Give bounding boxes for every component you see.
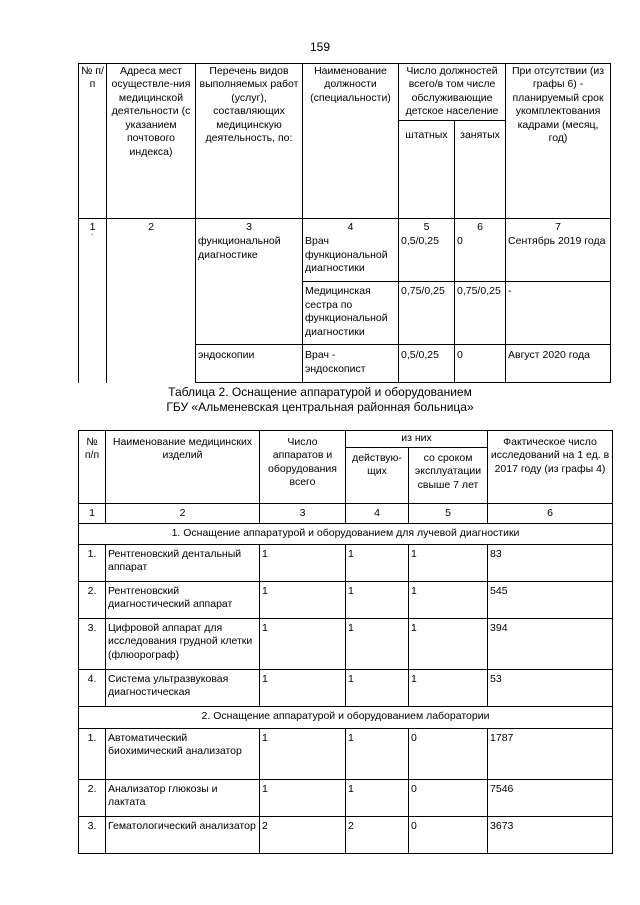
eq-name: Автоматический биохимический анализатор <box>106 729 260 780</box>
eq-active: 1 <box>346 729 409 780</box>
eq-num: 2. <box>79 582 106 619</box>
eq-active: 1 <box>346 582 409 619</box>
colnum-4: 4 <box>303 218 399 235</box>
eq-total: 1 <box>260 619 346 670</box>
staff-address-cell <box>107 235 196 383</box>
table2-caption <box>0 385 640 415</box>
caption-line-1: Таблица 2. Оснащение аппаратурой и оборудованием <box>168 385 472 399</box>
eq-colnum-2: 2 <box>106 504 260 524</box>
eq-num: 4. <box>79 670 106 707</box>
eq-old: 0 <box>409 817 488 854</box>
eq-header-name: Наименование медицинских изделий <box>106 431 260 504</box>
eq-active: 1 <box>346 619 409 670</box>
staff-staff-cell: 0,5/0,25 <box>399 345 455 383</box>
eq-total: 1 <box>260 582 346 619</box>
caption-line-2: ГБУ «Альменевская центральная районная больница» <box>166 400 474 414</box>
eq-header-active: действую-щих <box>346 448 409 504</box>
staff-planned-cell: - <box>506 282 611 345</box>
header-planned: При отсутствии (из графы 6) - планируемый срок укомплектования кадрами (месяц, год) <box>506 64 611 219</box>
eq-header-num: № п/п <box>79 431 106 504</box>
equipment-row <box>79 670 613 707</box>
staff-position-cell: Медицинская сестра по функциональной диагностики <box>303 282 399 345</box>
eq-header-studies: Фактическое число исследований на 1 ед. в 2017 году (из графы 4) <box>488 431 613 504</box>
eq-active: 1 <box>346 670 409 707</box>
colnum-3: 3 <box>196 218 303 235</box>
eq-name: Анализатор глюкозы и лактата <box>106 780 260 817</box>
header-address: Адреса мест осуществле-ния медицинской деятельности (с указанием почтового индекса) <box>107 64 196 219</box>
eq-total: 1 <box>260 670 346 707</box>
equipment-row <box>79 780 613 817</box>
eq-header-old: со сроком эксплуатации свыше 7 лет <box>409 448 488 504</box>
staff-staff-cell: 0,5/0,25 <box>399 235 455 282</box>
equipment-row <box>79 582 613 619</box>
staffing-table <box>78 63 611 383</box>
eq-old: 0 <box>409 729 488 780</box>
staffing-column-numbers <box>79 218 611 235</box>
eq-num: 3. <box>79 619 106 670</box>
colnum-5: 5 <box>399 218 455 235</box>
eq-old: 1 <box>409 582 488 619</box>
eq-name: Система ультразвуковая диагностическая <box>106 670 260 707</box>
eq-colnum-6: 6 <box>488 504 613 524</box>
header-count: Число должностей всего/в том числе обслуживающие детское население <box>399 64 506 121</box>
header-staff: штатных <box>399 120 455 218</box>
eq-name: Рентгеновский дентальный аппарат <box>106 545 260 582</box>
colnum-2: 2 <box>107 218 196 235</box>
eq-num: 3. <box>79 817 106 854</box>
eq-name: Рентгеновский диагностический аппарат <box>106 582 260 619</box>
eq-header-count: Число аппаратов и оборудования всего <box>260 431 346 504</box>
eq-header-of-them: из них <box>346 431 488 448</box>
eq-num: 1. <box>79 545 106 582</box>
staffing-header-row <box>79 64 611 121</box>
eq-studies: 83 <box>488 545 613 582</box>
eq-old: 0 <box>409 780 488 817</box>
eq-old: 1 <box>409 670 488 707</box>
equipment-row <box>79 729 613 780</box>
header-num: № п/п <box>79 64 107 219</box>
header-services: Перечень видов выполняемых работ (услуг), составляющих медицинскую деятельность, по: <box>196 64 303 219</box>
equipment-row <box>79 817 613 854</box>
equipment-row <box>79 545 613 582</box>
page-number: 159 <box>309 40 331 54</box>
staff-position-cell: Врач - эндоскопист <box>303 345 399 383</box>
staff-occupied-cell: 0 <box>455 345 506 383</box>
section-row <box>79 707 613 729</box>
eq-name: Цифровой аппарат для исследования грудной клетки (флюорограф) <box>106 619 260 670</box>
eq-colnum-4: 4 <box>346 504 409 524</box>
section-title: 2. Оснащение аппаратурой и оборудованием лаборатории <box>79 707 613 729</box>
section-title: 1. Оснащение аппаратурой и оборудованием для лучевой диагностики <box>79 524 613 545</box>
eq-name: Гематологический анализатор <box>106 817 260 854</box>
eq-total: 2 <box>260 817 346 854</box>
eq-old: 1 <box>409 619 488 670</box>
eq-old: 1 <box>409 545 488 582</box>
header-occupied: занятых <box>455 120 506 218</box>
staff-num-cell <box>79 235 107 383</box>
staff-planned-cell: Сентябрь 2019 года <box>506 235 611 282</box>
equipment-column-numbers <box>79 504 613 524</box>
eq-active: 1 <box>346 545 409 582</box>
staff-staff-cell: 0,75/0,25 <box>399 282 455 345</box>
colnum-6: 6 <box>455 218 506 235</box>
eq-num: 2. <box>79 780 106 817</box>
eq-studies: 3673 <box>488 817 613 854</box>
equipment-table <box>78 430 613 854</box>
staff-occupied-cell: 0 <box>455 235 506 282</box>
eq-colnum-5: 5 <box>409 504 488 524</box>
eq-colnum-3: 3 <box>260 504 346 524</box>
eq-active: 1 <box>346 780 409 817</box>
staff-position-cell: Врач функциональной диагностики <box>303 235 399 282</box>
eq-total: 1 <box>260 780 346 817</box>
eq-active: 2 <box>346 817 409 854</box>
eq-studies: 7546 <box>488 780 613 817</box>
eq-studies: 545 <box>488 582 613 619</box>
eq-colnum-1: 1 <box>79 504 106 524</box>
eq-total: 1 <box>260 729 346 780</box>
colnum-7: 7 <box>506 218 611 235</box>
staff-occupied-cell: 0,75/0,25 <box>455 282 506 345</box>
staffing-row <box>79 235 611 282</box>
colnum-1: 1 <box>79 218 107 235</box>
staff-planned-cell: Август 2020 года <box>506 345 611 383</box>
eq-num: 1. <box>79 729 106 780</box>
eq-total: 1 <box>260 545 346 582</box>
header-position: Наименование должности (специальности) <box>303 64 399 219</box>
equipment-row <box>79 619 613 670</box>
eq-studies: 1787 <box>488 729 613 780</box>
tick-mark: ` <box>91 233 94 243</box>
staff-service-cell: эндоскопии <box>196 345 303 383</box>
section-row <box>79 524 613 545</box>
staff-service-cell: функциональной диагностике <box>196 235 303 345</box>
eq-studies: 394 <box>488 619 613 670</box>
eq-studies: 53 <box>488 670 613 707</box>
equipment-header-row <box>79 431 613 448</box>
